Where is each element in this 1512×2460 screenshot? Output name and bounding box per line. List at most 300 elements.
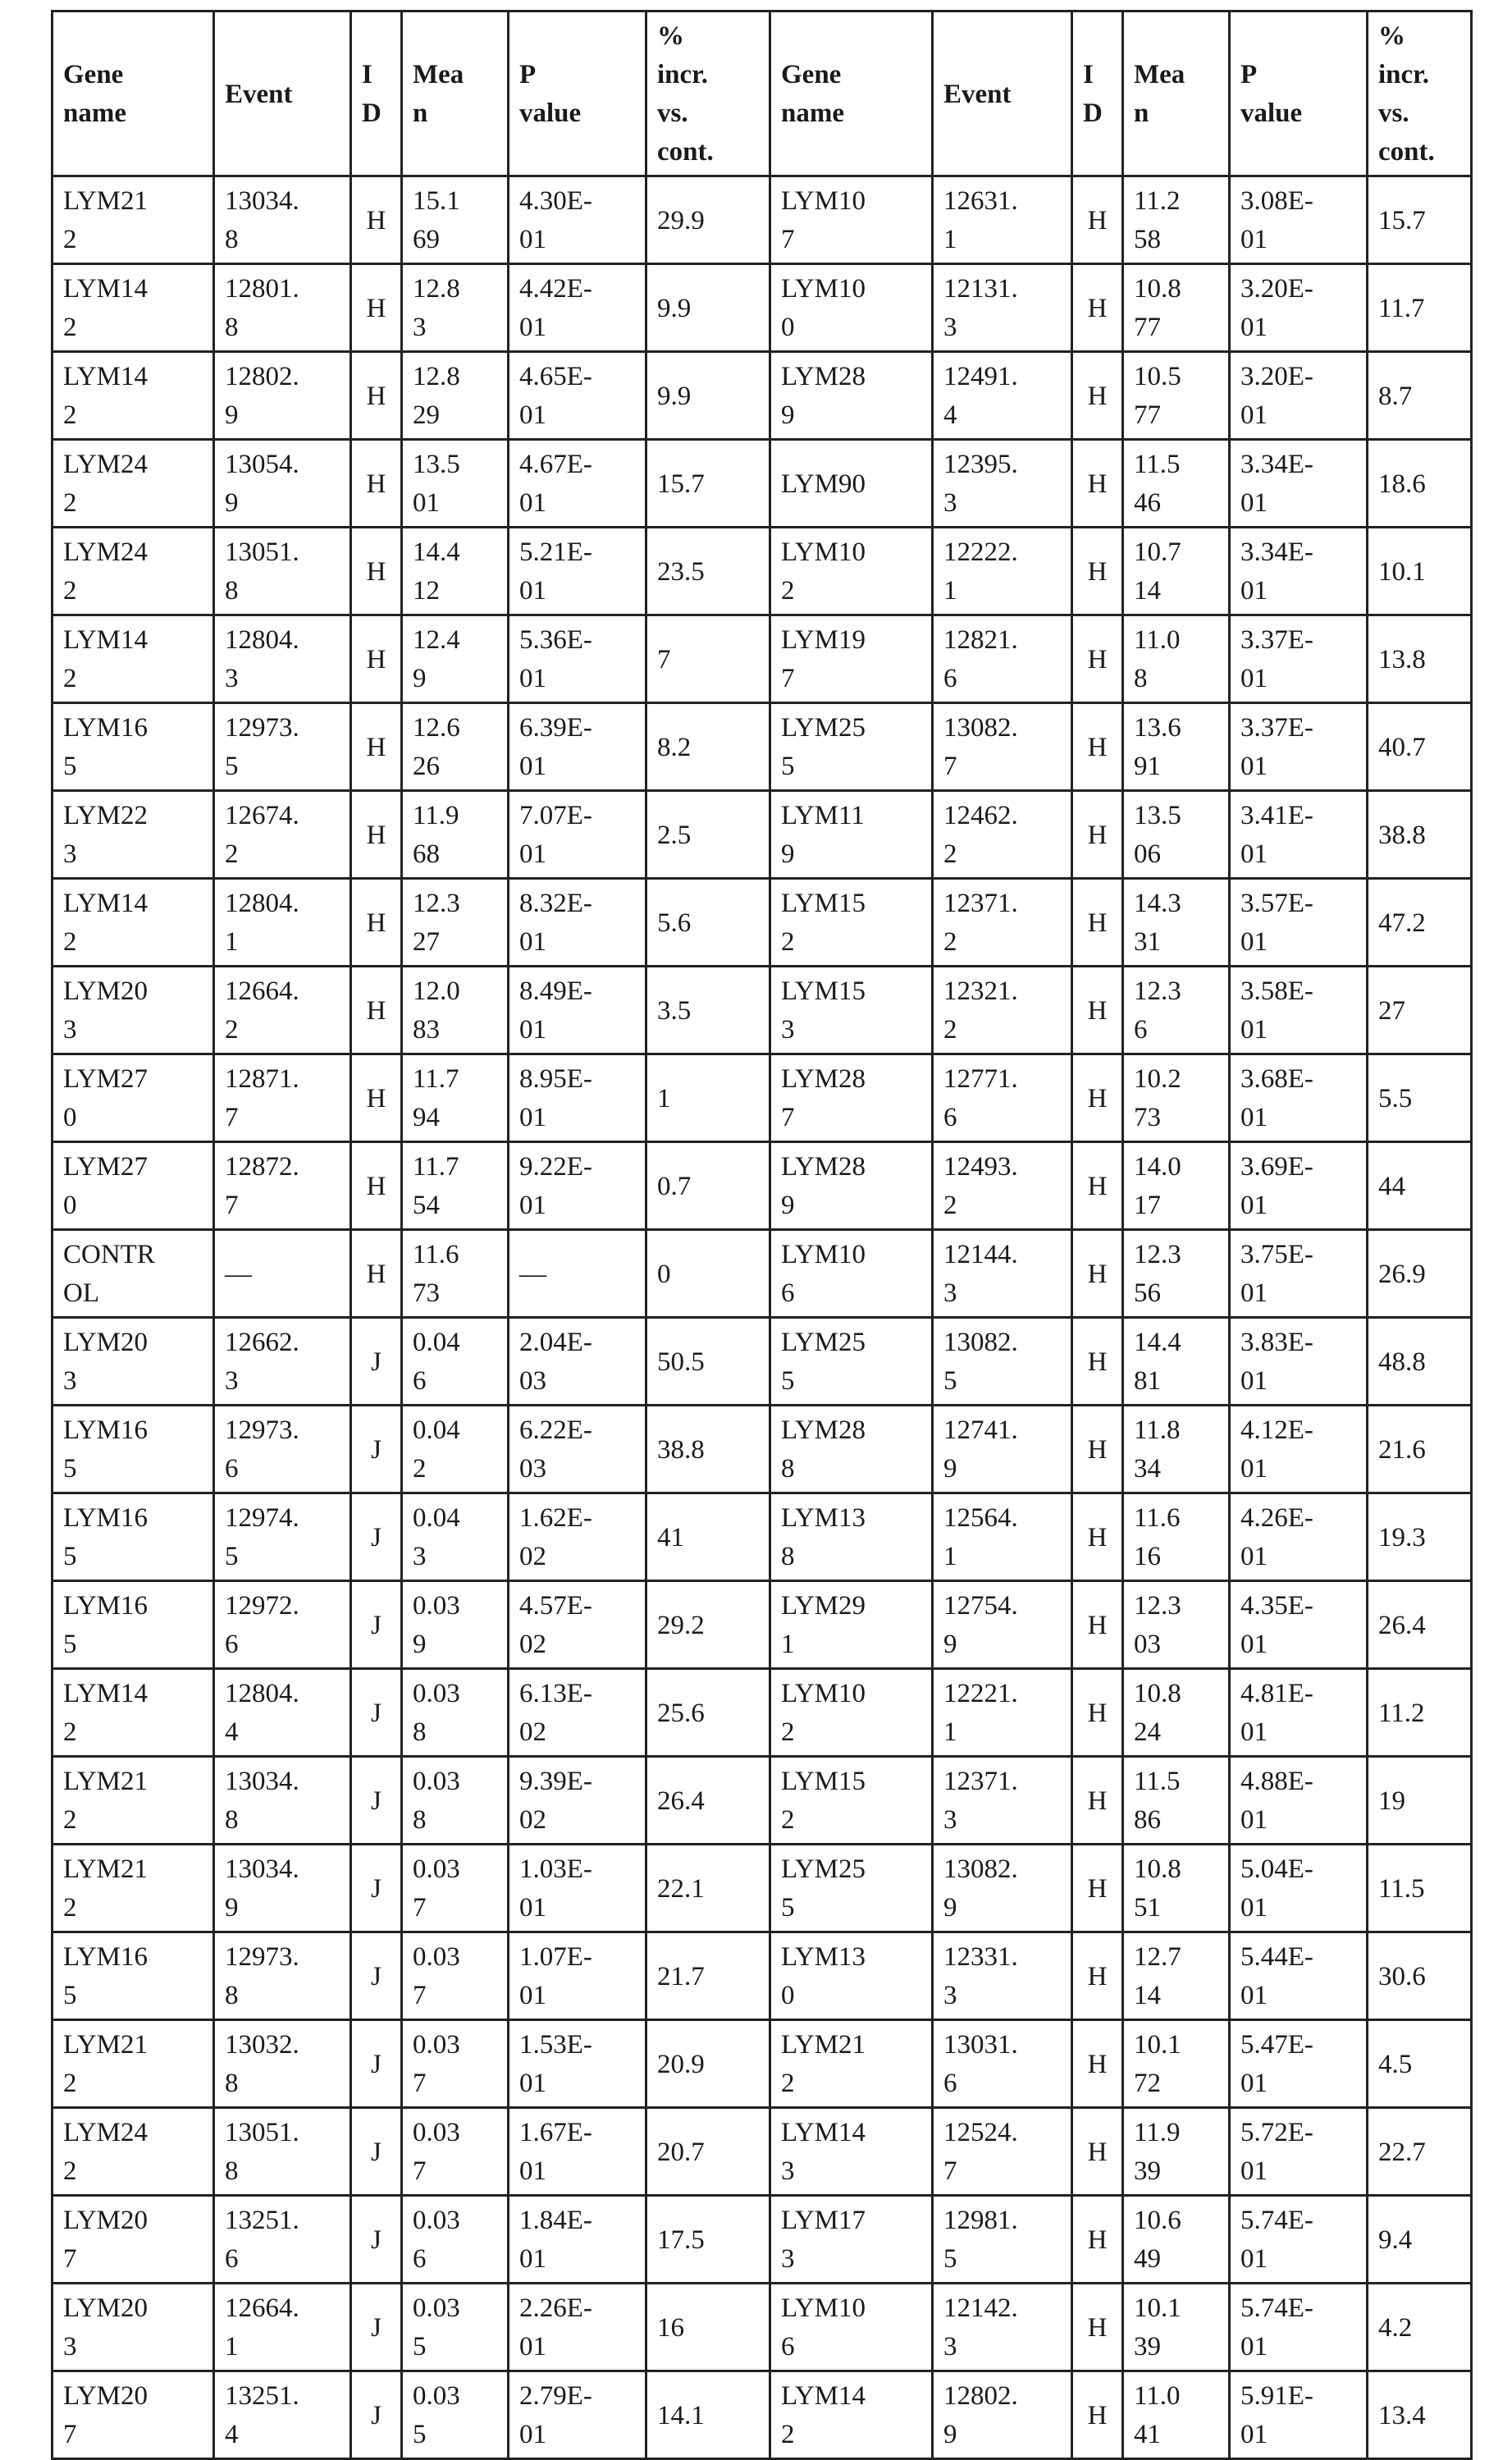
right-event-cell: 13082. 5 — [933, 1318, 1072, 1406]
right-id-cell: H — [1072, 2108, 1123, 2196]
left-event-cell: 12801. 8 — [214, 264, 351, 352]
right-event-cell: 12222. 1 — [933, 528, 1072, 615]
left-gene-name-cell: LYM20 3 — [53, 967, 214, 1054]
right-p-value-cell: 5.04E- 01 — [1230, 1845, 1368, 1932]
left-mean-cell: 0.03 7 — [402, 1932, 509, 2020]
right-pct-incr-cell: 11.2 — [1368, 1669, 1472, 1757]
right-gene-name-cell: LYM17 3 — [770, 2196, 933, 2284]
left-id-cell: H — [351, 703, 402, 791]
left-mean-cell: 11.7 94 — [402, 1054, 509, 1142]
right-pct-incr-cell: 26.4 — [1368, 1581, 1472, 1669]
right-event-cell: 13031. 6 — [933, 2020, 1072, 2108]
left-event-cell: 12973. 5 — [214, 703, 351, 791]
left-event-cell: 12871. 7 — [214, 1054, 351, 1142]
right-mean-cell: 12.3 56 — [1123, 1230, 1230, 1318]
left-gene-name-cell: LYM16 5 — [53, 1406, 214, 1493]
left-event-cell: 13034. 8 — [214, 176, 351, 264]
left-event-cell: 12674. 2 — [214, 791, 351, 879]
right-id-cell: H — [1072, 440, 1123, 528]
left-gene-name-cell: LYM21 2 — [53, 2020, 214, 2108]
left-id-cell: H — [351, 352, 402, 440]
right-gene-name-cell: LYM28 9 — [770, 1142, 933, 1230]
left-p-value-cell: 1.84E- 01 — [509, 2196, 646, 2284]
right-gene-name-cell: LYM10 6 — [770, 2284, 933, 2371]
header-pct-incr-right: % incr. vs. cont. — [1368, 11, 1472, 176]
header-id-right: I D — [1072, 11, 1123, 176]
left-p-value-cell: 4.57E- 02 — [509, 1581, 646, 1669]
right-pct-incr-cell: 48.8 — [1368, 1318, 1472, 1406]
left-event-cell: 13251. 4 — [214, 2371, 351, 2459]
table-row — [53, 352, 1472, 440]
gene-results-table — [51, 10, 1473, 2460]
right-id-cell: H — [1072, 1581, 1123, 1669]
left-event-cell: 13034. 9 — [214, 1845, 351, 1932]
left-pct-incr-cell: 15.7 — [646, 440, 770, 528]
left-mean-cell: 11.9 68 — [402, 791, 509, 879]
right-gene-name-cell: LYM13 0 — [770, 1932, 933, 2020]
left-event-cell: 12804. 1 — [214, 879, 351, 967]
left-p-value-cell: 6.13E- 02 — [509, 1669, 646, 1757]
left-gene-name-cell: LYM14 2 — [53, 879, 214, 967]
right-gene-name-cell: LYM29 1 — [770, 1581, 933, 1669]
right-gene-name-cell: LYM25 5 — [770, 1318, 933, 1406]
left-pct-incr-cell: 29.9 — [646, 176, 770, 264]
right-mean-cell: 11.9 39 — [1123, 2108, 1230, 2196]
header-event-right: Event — [933, 11, 1072, 176]
left-gene-name-cell: LYM27 0 — [53, 1054, 214, 1142]
left-pct-incr-cell: 0.7 — [646, 1142, 770, 1230]
left-p-value-cell: 6.39E- 01 — [509, 703, 646, 791]
table-row — [53, 1406, 1472, 1493]
table-row — [53, 1845, 1472, 1932]
right-mean-cell: 13.6 91 — [1123, 703, 1230, 791]
right-id-cell: H — [1072, 352, 1123, 440]
left-mean-cell: 12.8 3 — [402, 264, 509, 352]
header-mean-right: Mea n — [1123, 11, 1230, 176]
right-gene-name-cell: LYM25 5 — [770, 1845, 933, 1932]
left-id-cell: H — [351, 879, 402, 967]
right-id-cell: H — [1072, 1230, 1123, 1318]
right-event-cell: 12331. 3 — [933, 1932, 1072, 2020]
left-p-value-cell: 4.67E- 01 — [509, 440, 646, 528]
right-pct-incr-cell: 9.4 — [1368, 2196, 1472, 2284]
right-p-value-cell: 4.12E- 01 — [1230, 1406, 1368, 1493]
table-row — [53, 440, 1472, 528]
left-mean-cell: 11.6 73 — [402, 1230, 509, 1318]
left-event-cell: 13034. 8 — [214, 1757, 351, 1845]
right-id-cell: H — [1072, 528, 1123, 615]
right-id-cell: H — [1072, 1932, 1123, 2020]
right-pct-incr-cell: 18.6 — [1368, 440, 1472, 528]
left-mean-cell: 12.6 26 — [402, 703, 509, 791]
right-mean-cell: 10.7 14 — [1123, 528, 1230, 615]
left-pct-incr-cell: 9.9 — [646, 352, 770, 440]
right-mean-cell: 11.5 46 — [1123, 440, 1230, 528]
right-event-cell: 12395. 3 — [933, 440, 1072, 528]
table-row — [53, 703, 1472, 791]
right-gene-name-cell: LYM14 3 — [770, 2108, 933, 2196]
table-row — [53, 2284, 1472, 2371]
left-pct-incr-cell: 41 — [646, 1493, 770, 1581]
left-event-cell: 12662. 3 — [214, 1318, 351, 1406]
left-pct-incr-cell: 26.4 — [646, 1757, 770, 1845]
left-id-cell: H — [351, 264, 402, 352]
header-id-left: I D — [351, 11, 402, 176]
table-row — [53, 1230, 1472, 1318]
table-row — [53, 1054, 1472, 1142]
header-gene-name-left: Gene name — [53, 11, 214, 176]
right-pct-incr-cell: 22.7 — [1368, 2108, 1472, 2196]
left-event-cell: 13054. 9 — [214, 440, 351, 528]
right-p-value-cell: 3.37E- 01 — [1230, 615, 1368, 703]
right-event-cell: 12321. 2 — [933, 967, 1072, 1054]
table-row — [53, 264, 1472, 352]
right-event-cell: 12564. 1 — [933, 1493, 1072, 1581]
left-id-cell: J — [351, 2020, 402, 2108]
left-id-cell: J — [351, 2108, 402, 2196]
left-event-cell: — — [214, 1230, 351, 1318]
right-gene-name-cell: LYM19 7 — [770, 615, 933, 703]
right-event-cell: 12754. 9 — [933, 1581, 1072, 1669]
right-p-value-cell: 3.08E- 01 — [1230, 176, 1368, 264]
left-id-cell: J — [351, 1318, 402, 1406]
right-event-cell: 13082. 7 — [933, 703, 1072, 791]
table-row — [53, 1669, 1472, 1757]
table-row — [53, 2371, 1472, 2459]
left-mean-cell: 0.03 5 — [402, 2371, 509, 2459]
table-row — [53, 528, 1472, 615]
left-event-cell: 13032. 8 — [214, 2020, 351, 2108]
right-mean-cell: 11.0 41 — [1123, 2371, 1230, 2459]
right-gene-name-cell: LYM25 5 — [770, 703, 933, 791]
left-gene-name-cell: LYM22 3 — [53, 791, 214, 879]
table-row — [53, 615, 1472, 703]
left-id-cell: H — [351, 967, 402, 1054]
left-mean-cell: 0.03 8 — [402, 1669, 509, 1757]
right-mean-cell: 13.5 06 — [1123, 791, 1230, 879]
header-mean-left: Mea n — [402, 11, 509, 176]
left-pct-incr-cell: 29.2 — [646, 1581, 770, 1669]
right-pct-incr-cell: 40.7 — [1368, 703, 1472, 791]
left-mean-cell: 0.03 8 — [402, 1757, 509, 1845]
right-event-cell: 12491. 4 — [933, 352, 1072, 440]
right-gene-name-cell: LYM10 6 — [770, 1230, 933, 1318]
right-pct-incr-cell: 30.6 — [1368, 1932, 1472, 2020]
right-p-value-cell: 5.91E- 01 — [1230, 2371, 1368, 2459]
right-id-cell: H — [1072, 879, 1123, 967]
table-row — [53, 1932, 1472, 2020]
right-pct-incr-cell: 10.1 — [1368, 528, 1472, 615]
left-p-value-cell: 2.04E- 03 — [509, 1318, 646, 1406]
left-mean-cell: 0.03 9 — [402, 1581, 509, 1669]
left-mean-cell: 12.4 9 — [402, 615, 509, 703]
left-mean-cell: 0.04 2 — [402, 1406, 509, 1493]
left-id-cell: J — [351, 2371, 402, 2459]
left-pct-incr-cell: 23.5 — [646, 528, 770, 615]
left-event-cell: 13051. 8 — [214, 528, 351, 615]
left-pct-incr-cell: 38.8 — [646, 1406, 770, 1493]
right-p-value-cell: 3.69E- 01 — [1230, 1142, 1368, 1230]
right-p-value-cell: 3.58E- 01 — [1230, 967, 1368, 1054]
left-pct-incr-cell: 1 — [646, 1054, 770, 1142]
right-event-cell: 12462. 2 — [933, 791, 1072, 879]
right-gene-name-cell: LYM28 7 — [770, 1054, 933, 1142]
right-pct-incr-cell: 15.7 — [1368, 176, 1472, 264]
right-gene-name-cell: LYM21 2 — [770, 2020, 933, 2108]
right-id-cell: H — [1072, 1493, 1123, 1581]
left-mean-cell: 0.04 6 — [402, 1318, 509, 1406]
right-event-cell: 12221. 1 — [933, 1669, 1072, 1757]
right-id-cell: H — [1072, 1054, 1123, 1142]
right-event-cell: 12631. 1 — [933, 176, 1072, 264]
right-pct-incr-cell: 11.7 — [1368, 264, 1472, 352]
right-gene-name-cell: LYM10 0 — [770, 264, 933, 352]
right-id-cell: H — [1072, 703, 1123, 791]
left-mean-cell: 12.3 27 — [402, 879, 509, 967]
left-id-cell: J — [351, 1845, 402, 1932]
left-p-value-cell: 7.07E- 01 — [509, 791, 646, 879]
left-p-value-cell: 5.21E- 01 — [509, 528, 646, 615]
left-event-cell: 13051. 8 — [214, 2108, 351, 2196]
left-p-value-cell: 9.22E- 01 — [509, 1142, 646, 1230]
right-gene-name-cell: LYM10 2 — [770, 528, 933, 615]
right-p-value-cell: 3.83E- 01 — [1230, 1318, 1368, 1406]
left-mean-cell: 0.03 6 — [402, 2196, 509, 2284]
right-id-cell: H — [1072, 1142, 1123, 1230]
left-event-cell: 12804. 4 — [214, 1669, 351, 1757]
table-row — [53, 176, 1472, 264]
right-p-value-cell: 3.20E- 01 — [1230, 264, 1368, 352]
right-mean-cell: 11.5 86 — [1123, 1757, 1230, 1845]
right-p-value-cell: 5.74E- 01 — [1230, 2196, 1368, 2284]
right-p-value-cell: 3.20E- 01 — [1230, 352, 1368, 440]
left-event-cell: 12974. 5 — [214, 1493, 351, 1581]
left-gene-name-cell: LYM16 5 — [53, 1932, 214, 2020]
right-pct-incr-cell: 19 — [1368, 1757, 1472, 1845]
right-p-value-cell: 3.68E- 01 — [1230, 1054, 1368, 1142]
right-p-value-cell: 5.74E- 01 — [1230, 2284, 1368, 2371]
left-mean-cell: 15.1 69 — [402, 176, 509, 264]
right-gene-name-cell: LYM15 2 — [770, 879, 933, 967]
right-id-cell: H — [1072, 2371, 1123, 2459]
left-pct-incr-cell: 16 — [646, 2284, 770, 2371]
left-event-cell: 12664. 1 — [214, 2284, 351, 2371]
left-gene-name-cell: LYM24 2 — [53, 2108, 214, 2196]
left-event-cell: 13251. 6 — [214, 2196, 351, 2284]
left-event-cell: 12664. 2 — [214, 967, 351, 1054]
left-id-cell: H — [351, 1142, 402, 1230]
left-p-value-cell: 5.36E- 01 — [509, 615, 646, 703]
right-mean-cell: 10.6 49 — [1123, 2196, 1230, 2284]
right-mean-cell: 10.1 72 — [1123, 2020, 1230, 2108]
left-gene-name-cell: LYM21 2 — [53, 1757, 214, 1845]
left-id-cell: J — [351, 1932, 402, 2020]
right-event-cell: 12144. 3 — [933, 1230, 1072, 1318]
left-gene-name-cell: LYM20 7 — [53, 2196, 214, 2284]
right-mean-cell: 11.2 58 — [1123, 176, 1230, 264]
left-id-cell: H — [351, 1230, 402, 1318]
left-p-value-cell: 2.79E- 01 — [509, 2371, 646, 2459]
left-mean-cell: 11.7 54 — [402, 1142, 509, 1230]
table-row — [53, 967, 1472, 1054]
left-event-cell: 12804. 3 — [214, 615, 351, 703]
right-gene-name-cell: LYM15 3 — [770, 967, 933, 1054]
left-event-cell: 12972. 6 — [214, 1581, 351, 1669]
right-event-cell: 12524. 7 — [933, 2108, 1072, 2196]
left-id-cell: H — [351, 615, 402, 703]
right-event-cell: 12802. 9 — [933, 2371, 1072, 2459]
right-p-value-cell: 3.34E- 01 — [1230, 528, 1368, 615]
right-pct-incr-cell: 5.5 — [1368, 1054, 1472, 1142]
right-mean-cell: 12.3 6 — [1123, 967, 1230, 1054]
header-p-value-right: P value — [1230, 11, 1368, 176]
right-mean-cell: 10.8 24 — [1123, 1669, 1230, 1757]
left-pct-incr-cell: 9.9 — [646, 264, 770, 352]
right-pct-incr-cell: 47.2 — [1368, 879, 1472, 967]
left-id-cell: J — [351, 2284, 402, 2371]
right-p-value-cell: 3.75E- 01 — [1230, 1230, 1368, 1318]
table-body — [53, 176, 1472, 2459]
right-gene-name-cell: LYM13 8 — [770, 1493, 933, 1581]
right-pct-incr-cell: 11.5 — [1368, 1845, 1472, 1932]
right-mean-cell: 14.0 17 — [1123, 1142, 1230, 1230]
right-pct-incr-cell: 21.6 — [1368, 1406, 1472, 1493]
left-gene-name-cell: LYM14 2 — [53, 264, 214, 352]
left-gene-name-cell: LYM20 3 — [53, 1318, 214, 1406]
left-gene-name-cell: LYM24 2 — [53, 528, 214, 615]
right-p-value-cell: 3.37E- 01 — [1230, 703, 1368, 791]
right-gene-name-cell: LYM11 9 — [770, 791, 933, 879]
left-p-value-cell: 8.32E- 01 — [509, 879, 646, 967]
right-gene-name-cell: LYM10 7 — [770, 176, 933, 264]
right-p-value-cell: 5.72E- 01 — [1230, 2108, 1368, 2196]
left-pct-incr-cell: 3.5 — [646, 967, 770, 1054]
left-id-cell: H — [351, 440, 402, 528]
left-event-cell: 12973. 8 — [214, 1932, 351, 2020]
right-event-cell: 12371. 3 — [933, 1757, 1072, 1845]
header-gene-name-right: Gene name — [770, 11, 933, 176]
right-id-cell: H — [1072, 2020, 1123, 2108]
right-event-cell: 12131. 3 — [933, 264, 1072, 352]
left-mean-cell: 0.03 7 — [402, 2020, 509, 2108]
document-page — [51, 10, 1470, 2460]
left-mean-cell: 0.04 3 — [402, 1493, 509, 1581]
left-mean-cell: 13.5 01 — [402, 440, 509, 528]
right-mean-cell: 11.6 16 — [1123, 1493, 1230, 1581]
left-gene-name-cell: LYM16 5 — [53, 703, 214, 791]
right-p-value-cell: 5.47E- 01 — [1230, 2020, 1368, 2108]
left-pct-incr-cell: 0 — [646, 1230, 770, 1318]
table-row — [53, 2108, 1472, 2196]
right-pct-incr-cell: 4.5 — [1368, 2020, 1472, 2108]
right-mean-cell: 10.1 39 — [1123, 2284, 1230, 2371]
left-p-value-cell: 1.62E- 02 — [509, 1493, 646, 1581]
right-event-cell: 13082. 9 — [933, 1845, 1072, 1932]
left-pct-incr-cell: 22.1 — [646, 1845, 770, 1932]
left-p-value-cell: 8.95E- 01 — [509, 1054, 646, 1142]
left-pct-incr-cell: 20.7 — [646, 2108, 770, 2196]
right-event-cell: 12142. 3 — [933, 2284, 1072, 2371]
right-mean-cell: 10.8 51 — [1123, 1845, 1230, 1932]
table-row — [53, 791, 1472, 879]
left-pct-incr-cell: 7 — [646, 615, 770, 703]
table-row — [53, 1142, 1472, 1230]
right-event-cell: 12821. 6 — [933, 615, 1072, 703]
right-id-cell: H — [1072, 1757, 1123, 1845]
left-event-cell: 12973. 6 — [214, 1406, 351, 1493]
right-id-cell: H — [1072, 176, 1123, 264]
right-pct-incr-cell: 19.3 — [1368, 1493, 1472, 1581]
right-p-value-cell: 4.35E- 01 — [1230, 1581, 1368, 1669]
left-pct-incr-cell: 5.6 — [646, 879, 770, 967]
right-id-cell: H — [1072, 1318, 1123, 1406]
table-row — [53, 1493, 1472, 1581]
left-gene-name-cell: LYM21 2 — [53, 176, 214, 264]
right-gene-name-cell: LYM15 2 — [770, 1757, 933, 1845]
left-p-value-cell: 4.30E- 01 — [509, 176, 646, 264]
right-pct-incr-cell: 38.8 — [1368, 791, 1472, 879]
right-pct-incr-cell: 13.4 — [1368, 2371, 1472, 2459]
left-p-value-cell: 1.07E- 01 — [509, 1932, 646, 2020]
right-pct-incr-cell: 8.7 — [1368, 352, 1472, 440]
right-p-value-cell: 4.26E- 01 — [1230, 1493, 1368, 1581]
left-mean-cell: 12.0 83 — [402, 967, 509, 1054]
right-mean-cell: 12.3 03 — [1123, 1581, 1230, 1669]
left-id-cell: J — [351, 1581, 402, 1669]
header-pct-incr-left: % incr. vs. cont. — [646, 11, 770, 176]
left-gene-name-cell: LYM14 2 — [53, 352, 214, 440]
left-id-cell: H — [351, 176, 402, 264]
left-p-value-cell: 1.67E- 01 — [509, 2108, 646, 2196]
right-p-value-cell: 4.81E- 01 — [1230, 1669, 1368, 1757]
left-event-cell: 12872. 7 — [214, 1142, 351, 1230]
left-pct-incr-cell: 2.5 — [646, 791, 770, 879]
left-event-cell: 12802. 9 — [214, 352, 351, 440]
left-gene-name-cell: LYM27 0 — [53, 1142, 214, 1230]
left-gene-name-cell: LYM24 2 — [53, 440, 214, 528]
right-gene-name-cell: LYM28 8 — [770, 1406, 933, 1493]
right-mean-cell: 11.8 34 — [1123, 1406, 1230, 1493]
right-id-cell: H — [1072, 1845, 1123, 1932]
left-p-value-cell: 1.03E- 01 — [509, 1845, 646, 1932]
left-p-value-cell: — — [509, 1230, 646, 1318]
left-id-cell: H — [351, 1054, 402, 1142]
left-gene-name-cell: LYM20 7 — [53, 2371, 214, 2459]
table-row — [53, 1757, 1472, 1845]
left-gene-name-cell: LYM16 5 — [53, 1493, 214, 1581]
right-id-cell: H — [1072, 2284, 1123, 2371]
left-gene-name-cell: LYM20 3 — [53, 2284, 214, 2371]
right-mean-cell: 12.7 14 — [1123, 1932, 1230, 2020]
right-id-cell: H — [1072, 1669, 1123, 1757]
right-id-cell: H — [1072, 791, 1123, 879]
left-mean-cell: 12.8 29 — [402, 352, 509, 440]
left-p-value-cell: 4.42E- 01 — [509, 264, 646, 352]
left-gene-name-cell: LYM14 2 — [53, 1669, 214, 1757]
header-p-value-left: P value — [509, 11, 646, 176]
left-mean-cell: 0.03 5 — [402, 2284, 509, 2371]
left-pct-incr-cell: 50.5 — [646, 1318, 770, 1406]
left-pct-incr-cell: 14.1 — [646, 2371, 770, 2459]
left-pct-incr-cell: 25.6 — [646, 1669, 770, 1757]
table-row — [53, 2020, 1472, 2108]
left-id-cell: J — [351, 1406, 402, 1493]
right-gene-name-cell: LYM90 — [770, 440, 933, 528]
left-p-value-cell: 9.39E- 02 — [509, 1757, 646, 1845]
right-id-cell: H — [1072, 264, 1123, 352]
right-mean-cell: 10.2 73 — [1123, 1054, 1230, 1142]
right-p-value-cell: 3.41E- 01 — [1230, 791, 1368, 879]
